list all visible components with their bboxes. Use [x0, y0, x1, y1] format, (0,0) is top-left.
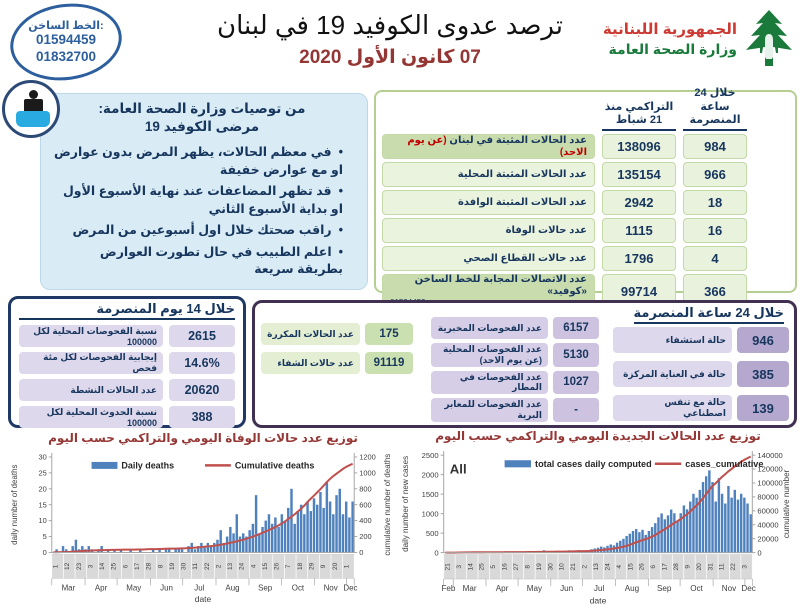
bar	[724, 503, 726, 552]
main-stats-table	[374, 90, 797, 293]
svg-text:Oct: Oct	[292, 583, 305, 592]
bar	[673, 513, 675, 552]
stat-row: عدد الحالات المكررة 175	[261, 323, 413, 345]
series-filter-label: All	[450, 461, 467, 476]
table-row-label: عدد الاتصالات المجابة للخط الساخن «كوفيد»	[382, 274, 595, 308]
bar	[740, 494, 742, 553]
bar	[252, 524, 254, 553]
bar	[699, 490, 701, 553]
svg-text:1: 1	[343, 564, 350, 568]
x-axis-label: date	[590, 595, 607, 605]
bar	[348, 517, 350, 552]
cedar-tree-icon	[742, 8, 796, 70]
svg-text:40000: 40000	[757, 520, 778, 529]
svg-text:25: 25	[111, 562, 118, 570]
right-axis-label: cumulative number of deaths	[383, 454, 392, 556]
svg-text:22: 22	[204, 562, 211, 570]
svg-text:30: 30	[39, 453, 47, 462]
bar	[329, 502, 331, 553]
svg-text:0: 0	[434, 548, 438, 557]
stat-row: إيجابية الفحوصات لكل مئة فحص 14.6%	[19, 352, 235, 374]
legend-label: Daily deaths	[121, 460, 174, 470]
svg-text:Oct: Oct	[690, 584, 703, 593]
left-axis-label: daily number of new cases	[401, 456, 410, 552]
table-cell-cumulative: 1796	[602, 246, 676, 271]
svg-text:Mar: Mar	[463, 584, 477, 593]
stat-row: حالة في العناية المركزة 385	[613, 361, 789, 387]
list-item: • راقب صحتك خلال اول أسبوعين من المرض	[51, 222, 343, 240]
svg-text:Mar: Mar	[62, 583, 76, 592]
svg-text:Aug: Aug	[225, 583, 239, 592]
svg-text:14: 14	[467, 563, 474, 571]
svg-text:19: 19	[169, 562, 176, 570]
svg-text:1000: 1000	[422, 509, 439, 518]
cases-chart	[399, 445, 797, 609]
bar	[335, 495, 337, 552]
cases-chart-title: توزيع عدد الحالات الجديدة اليومي والتراكمي حسب اليوم	[399, 429, 797, 445]
bar	[290, 489, 292, 553]
list-item: • في معظم الحالات، يظهر المرض بدون عوارض او مع عوارض خفيفة	[51, 144, 343, 179]
table-cell-24h: 366	[683, 274, 747, 308]
panel-24-hours-title: خلال 24 ساعة المنصرمة	[634, 305, 784, 324]
svg-text:3: 3	[742, 565, 749, 569]
ministry-line2: وزارة الصحة العامة	[603, 41, 737, 58]
table-cell-cumulative: 1115	[602, 218, 676, 243]
svg-text:18: 18	[297, 562, 304, 570]
bar	[683, 505, 685, 552]
svg-text:17: 17	[662, 563, 669, 571]
ministry-name	[603, 20, 737, 58]
table-row-label: عدد الحالات المثبتة في لبنان (عن يوم الاحد)	[382, 134, 595, 159]
recommendations-heading	[51, 100, 353, 136]
svg-text:20: 20	[39, 484, 47, 493]
svg-text:0: 0	[359, 548, 363, 557]
svg-text:11: 11	[719, 563, 726, 570]
bar	[281, 514, 283, 552]
svg-text:Sep: Sep	[258, 583, 273, 592]
table-cell-cumulative: 99714	[602, 274, 676, 308]
svg-text:6: 6	[122, 564, 129, 568]
svg-text:27: 27	[513, 563, 520, 571]
bar	[746, 503, 748, 552]
svg-text:2500: 2500	[422, 451, 439, 460]
bar	[255, 495, 257, 552]
svg-text:6: 6	[650, 565, 657, 569]
bar	[711, 482, 713, 553]
svg-text:19: 19	[536, 563, 543, 571]
bar	[242, 533, 244, 552]
bar	[734, 490, 736, 553]
legend-label: total cases daily computed	[535, 459, 652, 469]
svg-text:5: 5	[490, 565, 497, 569]
bar	[297, 511, 299, 552]
stat-row: عدد حالات الشفاء 91119	[261, 352, 413, 374]
hospital-stats-column	[613, 327, 789, 421]
bar	[322, 508, 324, 553]
bar	[351, 502, 353, 553]
bar	[721, 494, 723, 553]
bar	[743, 498, 745, 553]
svg-text:1200: 1200	[359, 453, 376, 462]
bar	[274, 517, 276, 552]
bar	[207, 543, 209, 553]
table-cell-24h: 966	[683, 162, 747, 187]
stat-row: عدد الفحوصات المخبرية 6157	[431, 317, 599, 339]
svg-text:Jun: Jun	[160, 583, 173, 592]
svg-text:24: 24	[604, 563, 611, 571]
svg-text:17: 17	[134, 562, 141, 570]
svg-text:3: 3	[87, 564, 94, 568]
bar	[657, 517, 659, 552]
table-row-label: عدد الحالات المثبتة الوافدة	[382, 190, 595, 215]
table-row-label: عدد الحالات المثبتة المحلية	[382, 162, 595, 187]
svg-text:200: 200	[359, 532, 371, 541]
svg-text:8: 8	[524, 565, 531, 569]
svg-text:10: 10	[39, 516, 47, 525]
bar	[268, 514, 270, 552]
column-header-24h: خلال 24 ساعة المنصرمة	[683, 87, 747, 131]
report-date: 07 كانون الأول 2020	[165, 46, 615, 69]
svg-text:120000: 120000	[757, 465, 782, 474]
bar	[342, 514, 344, 552]
bar	[339, 489, 341, 553]
svg-text:140000: 140000	[757, 451, 782, 460]
svg-text:3: 3	[456, 565, 463, 569]
right-axis-label: cumulative number	[782, 469, 791, 538]
svg-text:Feb: Feb	[441, 584, 455, 593]
table-cell-cumulative: 135154	[602, 162, 676, 187]
left-axis-label: daily number of deaths	[10, 465, 19, 545]
svg-text:500: 500	[426, 529, 439, 538]
bar	[692, 494, 694, 553]
bar	[265, 521, 267, 553]
svg-text:29: 29	[309, 562, 316, 570]
stat-row: عدد الحالات النشطة 20620	[19, 379, 235, 401]
deaths-chart	[8, 447, 398, 608]
svg-text:12: 12	[64, 562, 71, 570]
bar	[306, 502, 308, 553]
svg-text:5: 5	[43, 532, 47, 541]
bar	[629, 534, 631, 553]
svg-text:1: 1	[53, 564, 60, 568]
svg-text:1500: 1500	[422, 490, 439, 499]
bar	[715, 502, 717, 553]
svg-text:14: 14	[99, 562, 106, 570]
bar	[277, 527, 279, 552]
bar	[705, 476, 707, 552]
hotline-number-1: 01594459	[36, 32, 96, 49]
svg-text:22: 22	[730, 563, 737, 571]
table-cell-24h: 16	[683, 218, 747, 243]
bar	[651, 527, 653, 553]
bar	[284, 521, 286, 553]
table-row-label: عدد حالات الوفاة	[382, 218, 595, 243]
bar	[660, 513, 662, 552]
table-cell-24h: 18	[683, 190, 747, 215]
svg-text:4: 4	[616, 565, 623, 569]
hotline-label: الخط الساخن:	[28, 19, 103, 32]
svg-text:24: 24	[239, 562, 246, 570]
legend-label: cases_cumulative	[685, 459, 763, 469]
svg-text:Nov: Nov	[324, 583, 338, 592]
svg-text:20: 20	[696, 563, 703, 571]
svg-text:10: 10	[559, 563, 566, 571]
bar	[654, 523, 656, 552]
bar	[287, 508, 289, 553]
bar	[635, 529, 637, 553]
table-cell-cumulative: 138096	[602, 134, 676, 159]
hotline-badge	[10, 4, 122, 80]
bar	[750, 514, 752, 552]
bar	[718, 478, 720, 552]
svg-text:600: 600	[359, 500, 371, 509]
svg-text:Dec: Dec	[741, 584, 755, 593]
bar	[300, 505, 302, 553]
svg-text:0: 0	[43, 548, 47, 557]
deaths-chart-title: توزيع عدد حالات الوفاة اليومي والتراكمي حسب اليوم	[8, 431, 398, 447]
svg-text:30: 30	[547, 563, 554, 571]
svg-text:13: 13	[227, 562, 234, 570]
svg-text:Nov: Nov	[722, 584, 737, 593]
svg-text:11: 11	[192, 563, 199, 570]
bar	[229, 527, 231, 552]
stat-row: نسبة الحدوث المحلية لكل 100000 388	[19, 406, 235, 428]
bar	[258, 533, 260, 552]
bar	[737, 500, 739, 553]
svg-text:0: 0	[757, 548, 761, 557]
bar	[261, 527, 263, 552]
svg-text:15: 15	[39, 500, 47, 509]
bar	[303, 514, 305, 552]
bar	[708, 470, 710, 552]
svg-text:26: 26	[274, 562, 281, 570]
svg-text:2: 2	[215, 564, 222, 568]
bar	[648, 531, 650, 553]
svg-text:Jul: Jul	[594, 584, 605, 593]
bar	[248, 530, 250, 552]
bar	[239, 537, 241, 553]
panel-24-hours	[252, 300, 797, 428]
recovered-stats-column	[261, 323, 413, 374]
bar	[664, 519, 666, 552]
bar	[645, 535, 647, 553]
stat-row: حالة استشفاء 946	[613, 327, 789, 353]
svg-text:9: 9	[320, 564, 327, 568]
bar	[316, 505, 318, 553]
svg-text:Apr: Apr	[95, 583, 108, 592]
bar	[332, 514, 334, 552]
page-title: ترصد عدوى الكوفيد 19 في لبنان	[165, 10, 615, 41]
svg-text:80000: 80000	[757, 493, 778, 502]
svg-text:28: 28	[673, 563, 680, 571]
svg-text:31: 31	[707, 563, 714, 571]
x-axis-label: date	[195, 594, 212, 604]
svg-text:16: 16	[502, 563, 509, 571]
bar	[293, 524, 295, 553]
bar	[213, 543, 215, 553]
svg-text:1000: 1000	[359, 468, 376, 477]
svg-text:13: 13	[593, 563, 600, 571]
cases-chart-figure	[399, 429, 797, 609]
recommendations-heading-line2: مرضى الكوفيد 19	[51, 118, 353, 136]
svg-text:2: 2	[582, 565, 589, 569]
svg-text:21: 21	[444, 563, 451, 571]
cumulative-line	[445, 456, 750, 552]
svg-text:100000: 100000	[757, 479, 782, 488]
bar	[702, 482, 704, 553]
stat-row: عدد الفحوصات في المطار 1027	[431, 371, 599, 395]
svg-text:21: 21	[570, 563, 577, 571]
svg-text:400: 400	[359, 516, 371, 525]
note-sunday: (عن يوم الاحد)	[407, 135, 587, 158]
svg-text:Jul: Jul	[194, 583, 204, 592]
svg-text:800: 800	[359, 484, 371, 493]
svg-text:Sep: Sep	[657, 584, 672, 593]
svg-text:20000: 20000	[757, 534, 778, 543]
stat-row: عدد الفحوصات للمعابر البرية -	[431, 398, 599, 422]
svg-text:4: 4	[250, 564, 257, 568]
ministry-logo	[603, 8, 796, 70]
tests-stats-column	[431, 317, 599, 422]
bar	[310, 511, 312, 552]
bar	[326, 482, 328, 552]
column-header-cumulative: التراكمي منذ 21 شباط	[602, 101, 676, 132]
stat-row: حالة مع تنفس اصطناعي 139	[613, 395, 789, 421]
table-cell-24h: 4	[683, 246, 747, 271]
svg-text:20: 20	[332, 562, 339, 570]
table-row-label: عدد حالات القطاع الصحي	[382, 246, 595, 271]
bar	[670, 510, 672, 553]
bar	[236, 514, 238, 552]
svg-text:Apr: Apr	[496, 584, 509, 593]
bar	[689, 502, 691, 553]
recommendations-panel	[40, 93, 368, 290]
report-header	[165, 10, 615, 69]
svg-text:Jun: Jun	[560, 584, 573, 593]
ministry-line1: الجمهورية اللبنانية	[603, 20, 737, 38]
svg-text:2000: 2000	[422, 470, 439, 479]
panel-14-days	[8, 296, 246, 428]
bar	[313, 498, 315, 552]
bar	[632, 531, 634, 553]
svg-text:8: 8	[157, 564, 164, 568]
recommendations-heading-line1: من توصيات وزارة الصحة العامة:	[51, 100, 353, 118]
svg-text:15: 15	[627, 563, 634, 571]
svg-text:25: 25	[39, 468, 47, 477]
bar	[219, 530, 221, 552]
stat-row: عدد الفحوصات المحلية (عن يوم الاحد) 5130	[431, 343, 599, 367]
legend-bar-swatch	[92, 462, 118, 469]
panel-14-days-title: خلال 14 يوم المنصرمة	[19, 301, 235, 320]
svg-text:7: 7	[285, 564, 292, 568]
svg-text:9: 9	[684, 565, 691, 569]
list-item: • قد تظهر المضاعفات عند نهاية الأسبوع الأول او بداية الأسبوع الثاني	[51, 183, 343, 218]
bar	[667, 515, 669, 552]
quarantine-person-icon	[2, 80, 60, 138]
stat-row: نسبة الفحوصات المحلية لكل 100000 2615	[19, 325, 235, 347]
svg-text:Dec: Dec	[343, 583, 357, 592]
svg-text:May: May	[527, 584, 543, 593]
hotline-number-2: 01832700	[36, 49, 96, 66]
bar	[730, 498, 732, 553]
table-cell-24h: 984	[683, 134, 747, 159]
table-cell-cumulative: 2942	[602, 190, 676, 215]
svg-text:Aug: Aug	[625, 584, 639, 593]
list-item: • اعلم الطبيب في حال تطورت العوارض بطريقة سريعة	[51, 244, 343, 279]
svg-text:26: 26	[639, 563, 646, 571]
bar	[676, 521, 678, 553]
bar	[345, 502, 347, 553]
recommendations-list	[51, 144, 353, 279]
bar	[319, 492, 321, 552]
legend-label: Cumulative deaths	[235, 460, 314, 470]
legend-bar-swatch	[505, 460, 531, 467]
bar	[727, 486, 729, 553]
bar	[625, 536, 627, 553]
svg-text:May: May	[126, 583, 141, 592]
svg-text:30: 30	[181, 562, 188, 570]
svg-text:28: 28	[146, 562, 153, 570]
svg-text:60000: 60000	[757, 506, 778, 515]
svg-text:15: 15	[262, 562, 269, 570]
svg-text:23: 23	[76, 562, 83, 570]
deaths-chart-figure	[8, 431, 398, 608]
svg-text:25: 25	[479, 563, 486, 571]
